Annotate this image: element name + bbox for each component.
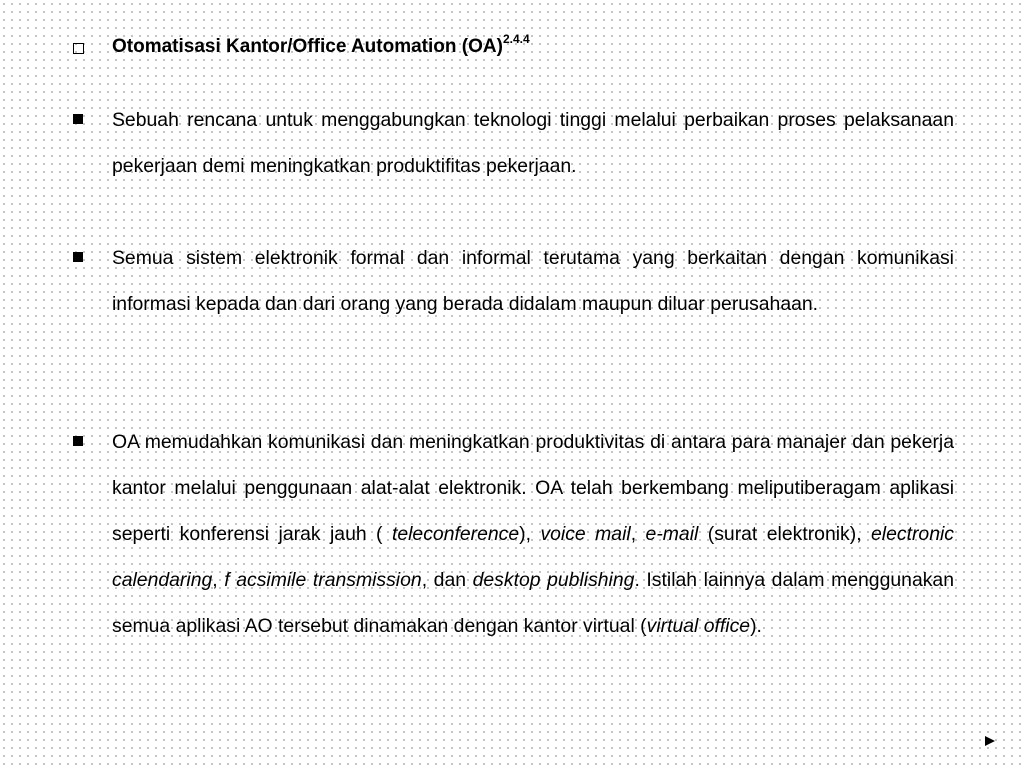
filled-square-bullet-icon bbox=[73, 252, 83, 262]
text-segment-italic: desktop publishing bbox=[472, 569, 635, 591]
heading-row bbox=[72, 30, 962, 66]
filled-square-bullet-icon bbox=[73, 436, 83, 446]
next-slide-arrow-icon[interactable] bbox=[985, 736, 995, 746]
text-segment: , bbox=[212, 569, 225, 591]
text-segment: OA memudahkan komunikasi dan meningkatkan produktivitas di antara para manajer dan pekerja kantor melalui penggunaan alat-alat elektronik. OA telah berkembang meliputiberagam aplikasi seperti konferensi jarak jauh ( bbox=[112, 431, 954, 545]
heading-superscript: 2.4.4 bbox=[502, 32, 530, 46]
slide-heading bbox=[112, 32, 530, 62]
text-segment-italic: e-mail bbox=[645, 523, 699, 545]
text-segment: , bbox=[630, 523, 646, 545]
text-segment: ), bbox=[519, 523, 541, 545]
text-segment: ). bbox=[750, 615, 762, 637]
text-segment-italic: virtual office bbox=[646, 615, 751, 637]
text-segment: . Istilah lainnya dalam menggunakan semua aplikasi AO tersebut dinamakan dengan kantor virtual ( bbox=[112, 569, 954, 637]
heading-title: Otomatisasi Kantor/Office Automation (OA) bbox=[112, 36, 503, 57]
text-segment-italic: f acsimile transmission bbox=[224, 569, 422, 591]
hollow-square-bullet-icon bbox=[73, 43, 84, 54]
bullet-text-rich bbox=[112, 419, 954, 649]
bullet-text: Sebuah rencana untuk menggabungkan teknologi tinggi melalui perbaikan proses pelaksanaan pekerjaan demi meningkatkan produktifitas pekerjaan. bbox=[112, 109, 954, 177]
filled-square-bullet-icon bbox=[73, 114, 83, 124]
text-segment: (surat elektronik), bbox=[698, 523, 872, 545]
text-segment-italic: voice mail bbox=[540, 523, 631, 545]
text-segment: , dan bbox=[421, 569, 473, 591]
text-segment-italic: electronic calendaring bbox=[112, 523, 955, 591]
text-segment-italic: teleconference bbox=[391, 523, 520, 545]
bullet-text: Semua sistem elektronik formal dan informal terutama yang berkaitan dengan komunikasi informasi kepada dan dari orang yang berada didalam maupun diluar perusahaan. bbox=[112, 247, 954, 315]
